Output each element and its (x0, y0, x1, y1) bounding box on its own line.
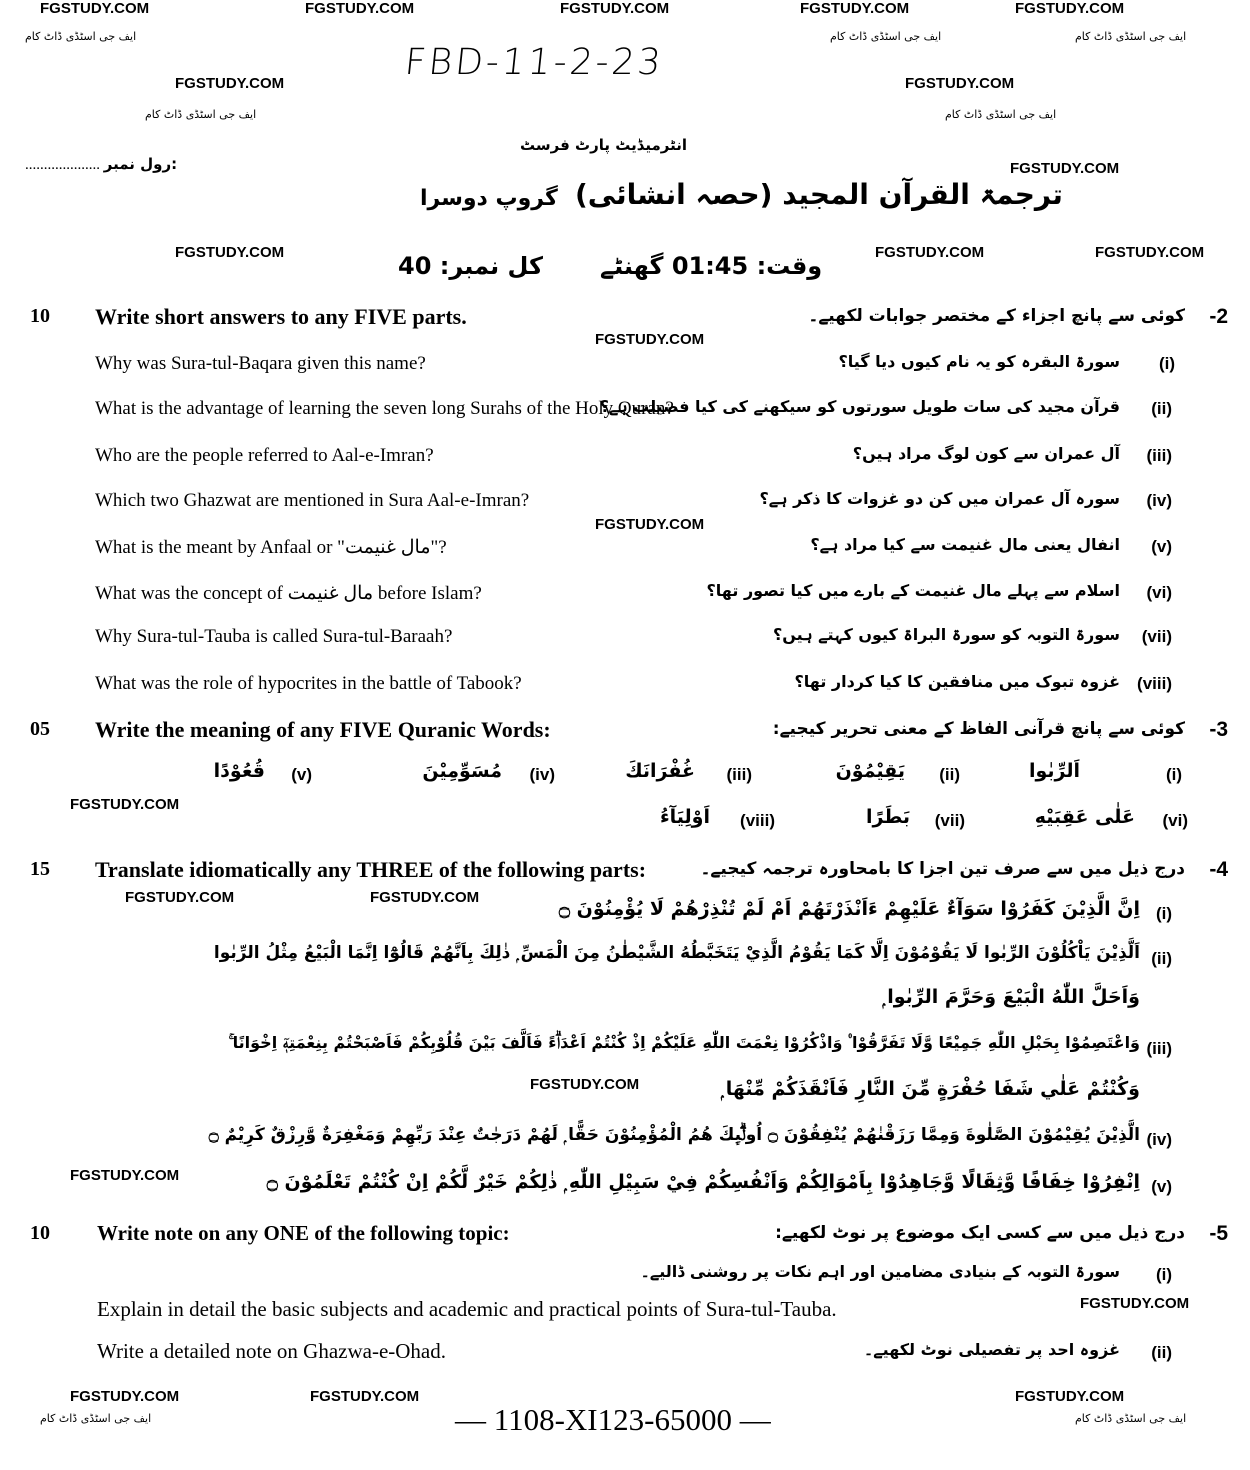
part-number: (ii) (1151, 949, 1172, 968)
part-text-ur: سورۃ التوبہ کے بنیادی مضامین اور اہم نکات پر روشنی ڈالیے۔ (640, 1262, 1120, 1281)
watermark: FGSTUDY.COM (370, 889, 480, 906)
question-heading-en: Write short answers to any FIVE parts. (95, 304, 467, 329)
subject-title: ترجمۃ القرآن المجید (حصہ انشائی) (575, 178, 1063, 211)
watermark: FGSTUDY.COM (175, 75, 285, 92)
watermark: FGSTUDY.COM (905, 75, 1015, 92)
watermark: FGSTUDY.COM (595, 331, 705, 348)
verse-line: اِنْفِرُوْا خِفَافًا وَّثِقَالًا وَّجَاهِدُوْا بِاَمْوَالِكُمْ وَاَنْفُسِكُمْ فِيْ سَبِيْلِ اللّٰهِ ۭ ذٰلِكُمْ خَيْرٌ لَّكُمْ اِنْ كُنْتُمْ تَعْلَمُوْنَ ۝ (266, 1171, 1140, 1193)
watermark: FGSTUDY.COM (530, 1076, 640, 1093)
word-number: (v) (291, 765, 312, 784)
part-number: (iv) (1146, 491, 1172, 510)
watermark: FGSTUDY.COM (70, 1167, 180, 1184)
watermark-urdu: ایف جی اسٹڈی ڈاٹ کام (1075, 30, 1187, 43)
watermark: FGSTUDY.COM (875, 244, 985, 261)
part-text-ur: سورۃ التوبہ کو سورۃ البراۃ کیوں کہتے ہیں؟ (773, 625, 1120, 644)
roll-number-dots: .................... (25, 157, 100, 173)
part-number: (i) (1158, 354, 1175, 373)
quranic-word: بَطَرًا (866, 806, 910, 828)
question-marks: 10 (30, 1222, 50, 1244)
watermark: FGSTUDY.COM (1015, 1388, 1125, 1405)
part-text-ur: انفال یعنی مال غنیمت سے کیا مراد ہے؟ (810, 535, 1120, 554)
quranic-word: مُسَوِّمِيْنَ (422, 760, 502, 782)
question-heading-ur: درج ذیل میں سے کسی ایک موضوع پر نوٹ لکھیے: (775, 1223, 1185, 1243)
question-number: -2 (1209, 305, 1228, 328)
part-text-en: What was the concept of مال غنیمت before Islam? (95, 583, 482, 604)
word-number: (iv) (529, 765, 555, 784)
part-text-en: Who are the people referred to Aal-e-Imran? (95, 445, 434, 466)
question-number: -4 (1209, 858, 1228, 881)
verse-line: وَكُنْتُمْ عَلٰي شَفَا حُفْرَةٍ مِّنَ النَّارِ فَاَنْقَذَكُمْ مِّنْهَا ۭ (720, 1078, 1140, 1100)
roll-number-label: رول نمبر: (103, 155, 178, 173)
word-number: (iii) (726, 765, 752, 784)
question-number: -3 (1209, 718, 1228, 741)
watermark-urdu: ایف جی اسٹڈی ڈاٹ کام (1075, 1412, 1187, 1425)
part-text-en: What was the role of hypocrites in the battle of Tabook? (95, 673, 522, 694)
watermark: FGSTUDY.COM (40, 0, 150, 17)
watermark: FGSTUDY.COM (560, 0, 670, 17)
question-heading-en: Translate idiomatically any THREE of the following parts: (95, 857, 647, 882)
part-number: (i) (1155, 1265, 1172, 1284)
handwritten-code: FBD-11-2-23 (402, 42, 666, 83)
quranic-word: يَقِيْمُوْنَ (835, 760, 905, 782)
part-text-ur: آل عمران سے کون لوگ مراد ہیں؟ (852, 444, 1120, 463)
paper-code: — 1108-XI123-65000 — (455, 1402, 771, 1437)
watermark: FGSTUDY.COM (175, 244, 285, 261)
watermark: FGSTUDY.COM (125, 889, 235, 906)
part-number: (viii) (1137, 674, 1172, 693)
question-heading-ur: درج ذیل میں سے صرف تین اجزا کا بامحاورہ ترجمہ کیجیے۔ (700, 859, 1185, 879)
question-marks: 15 (30, 858, 50, 880)
quranic-word: اَوْلِيَآءُ (659, 806, 710, 828)
watermark: FGSTUDY.COM (595, 516, 705, 533)
watermark-urdu: ایف جی اسٹڈی ڈاٹ کام (25, 30, 137, 43)
part-text-en: Explain in detail the basic subjects and academic and practical points of Sura-tul-Tauba. (97, 1297, 837, 1321)
part-text-en: What is the meant by Anfaal or "مال غنیمت"? (95, 537, 447, 558)
word-number: (vi) (1162, 811, 1188, 830)
watermark: FGSTUDY.COM (70, 1388, 180, 1405)
part-number: (v) (1151, 1177, 1172, 1196)
watermark-urdu: ایف جی اسٹڈی ڈاٹ کام (830, 30, 942, 43)
part-text-ur: سورہ آل عمران میں کن دو غزوات کا ذکر ہے؟ (759, 489, 1120, 508)
part-number: (vi) (1146, 583, 1172, 602)
watermark-urdu: ایف جی اسٹڈی ڈاٹ کام (145, 108, 257, 121)
question-heading-en: Write the meaning of any FIVE Quranic Words: (95, 717, 551, 742)
part-text-en: What is the advantage of learning the seven long Surahs of the Holy Quran? (95, 398, 674, 419)
question-heading-ur: کوئی سے پانچ قرآنی الفاظ کے معنی تحریر کیجیے: (772, 719, 1185, 739)
verse-line: الَّذِيْنَ يُقِيْمُوْنَ الصَّلٰوةَ وَمِمَّا رَزَقْنٰھُمْ يُنْفِقُوْنَ ۝ اُولٰۗىِٕكَ ھُمُ الْمُؤْمِنُوْنَ حَقًّا ۭ لَھُمْ دَرَجٰتٌ عِنْدَ رَبِّهِمْ وَمَغْفِرَةٌ وَّرِزْقٌ كَرِيْمٌ ۝ (208, 1125, 1140, 1145)
time-allowed: وقت: 01:45 گھنٹے (600, 252, 823, 280)
watermark: FGSTUDY.COM (70, 796, 180, 813)
part-text-ur: اسلام سے پہلے مال غنیمت کے بارے میں کیا تصور تھا؟ (706, 581, 1120, 600)
quranic-word: اَلرِّبٰوا (1028, 760, 1080, 782)
question-heading-en: Write note on any ONE of the following topic: (97, 1221, 510, 1245)
part-number: (ii) (1151, 399, 1172, 418)
watermark: FGSTUDY.COM (310, 1388, 420, 1405)
watermark-urdu: ایف جی اسٹڈی ڈاٹ کام (945, 108, 1057, 121)
part-text-en: Write a detailed note on Ghazwa-e-Ohad. (97, 1339, 446, 1363)
word-number: (vii) (934, 811, 965, 830)
group: گروپ دوسرا (420, 186, 558, 211)
quranic-word: عَلٰى عَقِبَيْهِ (1034, 806, 1135, 828)
part-text-en: Why was Sura-tul-Baqara given this name? (95, 353, 426, 374)
part-number: (ii) (1151, 1343, 1172, 1362)
verse-line: وَاعْتَصِمُوْا بِحَبْلِ اللّٰهِ جَمِيْعًا وَّلَا تَفَرَّقُوْا ۠ وَاذْكُرُوْا نِعْمَتَ اللّٰهِ عَلَيْكُمْ اِذْ كُنْتُمْ اَعْدَاۗءً فَاَلَّفَ بَيْنَ قُلُوْبِكُمْ فَاَصْبَحْتُمْ بِنِعْمَتِهٖٓ اِخْوَانًا ۚ (228, 1033, 1140, 1052)
part-text-ur: قرآن مجید کی سات طویل سورتوں کو سیکھنے کی کیا فضیلت ہے؟ (599, 397, 1120, 416)
part-text-ur: غزوہ تبوک میں منافقین کا کیا کردار تھا؟ (794, 672, 1120, 691)
question-marks: 05 (30, 718, 50, 740)
word-number: (ii) (939, 765, 960, 784)
verse-line: اَلَّذِيْنَ يَاْكُلُوْنَ الرِّبٰوا لَا يَقُوْمُوْنَ اِلَّا كَمَا يَقُوْمُ الَّذِيْ يَتَخَبَّطُهُ الشَّيْطٰنُ مِنَ الْمَسِّ ۭ ذٰلِكَ بِاَنَّهُمْ قَالُوْٓا اِنَّمَا الْبَيْعُ مِثْلُ الرِّبٰوا (213, 943, 1140, 963)
watermark: FGSTUDY.COM (1080, 1295, 1190, 1312)
part-number: (i) (1155, 904, 1172, 923)
question-heading-ur: کوئی سے پانچ اجزاء کے مختصر جوابات لکھیے۔ (808, 306, 1185, 326)
watermark-urdu: ایف جی اسٹڈی ڈاٹ کام (40, 1412, 152, 1425)
question-number: -5 (1209, 1222, 1228, 1245)
question-marks: 10 (30, 305, 50, 327)
watermark: FGSTUDY.COM (305, 0, 415, 17)
word-number: (i) (1165, 765, 1182, 784)
quranic-word: قُعُوْدًا (213, 760, 265, 782)
paper-code-text: 1108-XI123-65000 (493, 1402, 732, 1437)
part-number: (iii) (1146, 446, 1172, 465)
watermark: FGSTUDY.COM (800, 0, 910, 17)
watermark: FGSTUDY.COM (1095, 244, 1205, 261)
part-text-ur: سورۃ البقرہ کو یہ نام کیوں دیا گیا؟ (838, 352, 1120, 371)
part-text-en: Which two Ghazwat are mentioned in Sura Aal-e-Imran? (95, 490, 530, 511)
verse-line: وَاَحَلَّ اللّٰهُ الْبَيْعَ وَحَرَّمَ الرِّبٰوا ۭ (882, 986, 1140, 1008)
watermark: FGSTUDY.COM (1015, 0, 1125, 17)
part-number: (vii) (1141, 627, 1172, 646)
verse-line: اِنَّ الَّذِيْنَ كَفَرُوْا سَوَآءٌ عَلَيْهِمْ ءَاَنْذَرْتَهُمْ اَمْ لَمْ تُنْذِرْهُمْ لَا يُؤْمِنُوْنَ ۝ (558, 898, 1140, 920)
part-number: (iv) (1146, 1130, 1172, 1149)
exam-level: انٹرمیڈیٹ پارٹ فرسٹ (520, 136, 688, 154)
roll-number (25, 155, 177, 174)
part-text-ur: غزوہ احد پر تفصیلی نوٹ لکھیے۔ (863, 1340, 1120, 1359)
watermark: FGSTUDY.COM (1010, 160, 1120, 177)
quranic-word: غُفْرَانَكَ (625, 760, 695, 782)
part-text-en: Why Sura-tul-Tauba is called Sura-tul-Baraah? (95, 626, 453, 647)
total-marks: کل نمبر: 40 (398, 252, 543, 280)
part-number: (iii) (1146, 1039, 1172, 1058)
part-number: (v) (1151, 537, 1172, 556)
word-number: (viii) (740, 811, 775, 830)
